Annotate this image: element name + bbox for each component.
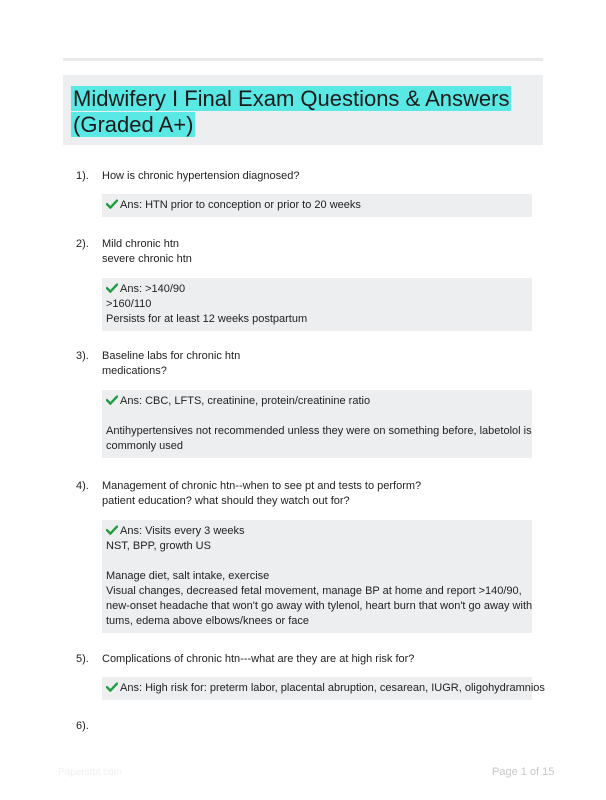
answer-line: new-onset headache that won't go away with tylenol, heart burn that won't go away with: [106, 600, 533, 612]
answer-box: [102, 390, 532, 458]
answer-blank-line: [106, 409, 528, 424]
question-number: 2).: [76, 238, 89, 250]
question-text: [102, 169, 532, 184]
question-text: [102, 237, 532, 267]
question-line: Complications of chronic htn---what are they are at high risk for?: [102, 653, 415, 665]
check-icon: [106, 682, 118, 692]
question-line: Baseline labs for chronic htn: [102, 350, 241, 362]
answer-box: [102, 520, 532, 633]
page-title: [71, 86, 511, 138]
question-text: [102, 349, 532, 379]
footer-watermark: Paperstbl.com: [58, 767, 122, 778]
answer-line: Antihypertensives not recommended unless they were on something before, labetolol is: [106, 425, 532, 437]
title-line-2: (Graded A+): [73, 112, 194, 137]
answer-line: Manage diet, salt intake, exercise: [106, 570, 270, 582]
answer-line: Visual changes, decreased fetal movement, manage BP at home and report >140/90,: [106, 585, 522, 597]
question-line: medications?: [102, 365, 167, 377]
answer-line: Ans: High risk for: preterm labor, placental abruption, cesarean, IUGR, oligohydramnios: [106, 681, 528, 696]
answer-box: [102, 278, 532, 331]
question-line: severe chronic htn: [102, 253, 192, 265]
question-line: patient education? what should they watch out for?: [102, 495, 350, 507]
answer-line: Ans: CBC, LFTS, creatinine, protein/creatinine ratio: [106, 394, 528, 409]
question-number: 3).: [76, 350, 89, 362]
answer-blank-line: [106, 554, 528, 569]
question-line: Mild chronic htn: [102, 238, 180, 250]
answer-line: >160/110: [106, 298, 152, 310]
title-line-1: Midwifery I Final Exam Questions & Answers: [73, 86, 510, 111]
question-number: 6).: [76, 720, 89, 732]
answer-line: tums, edema above elbows/knees or face: [106, 615, 310, 627]
answer-line: Ans: >140/90: [106, 282, 528, 297]
question-text: [102, 479, 532, 509]
question-number: 4).: [76, 480, 89, 492]
question-number: 1).: [76, 170, 89, 182]
check-icon: [106, 525, 118, 535]
check-icon: [106, 283, 118, 293]
top-divider: [63, 58, 543, 61]
answer-line: NST, BPP, growth US: [106, 540, 211, 552]
question-line: How is chronic hypertension diagnosed?: [102, 170, 300, 182]
answer-line: Ans: HTN prior to conception or prior to 20 weeks: [106, 198, 528, 213]
title-banner: [63, 75, 543, 145]
answer-box: [102, 194, 532, 217]
question-text: [102, 652, 532, 667]
check-icon: [106, 395, 118, 405]
answer-line: Persists for at least 12 weeks postpartum: [106, 313, 308, 325]
answer-line: Ans: Visits every 3 weeks: [106, 524, 528, 539]
page-indicator: Page 1 of 15: [492, 766, 555, 778]
answer-box: [102, 677, 545, 700]
question-line: Management of chronic htn--when to see pt and tests to perform?: [102, 480, 422, 492]
check-icon: [106, 199, 118, 209]
answer-line: commonly used: [106, 440, 184, 452]
question-number: 5).: [76, 653, 89, 665]
